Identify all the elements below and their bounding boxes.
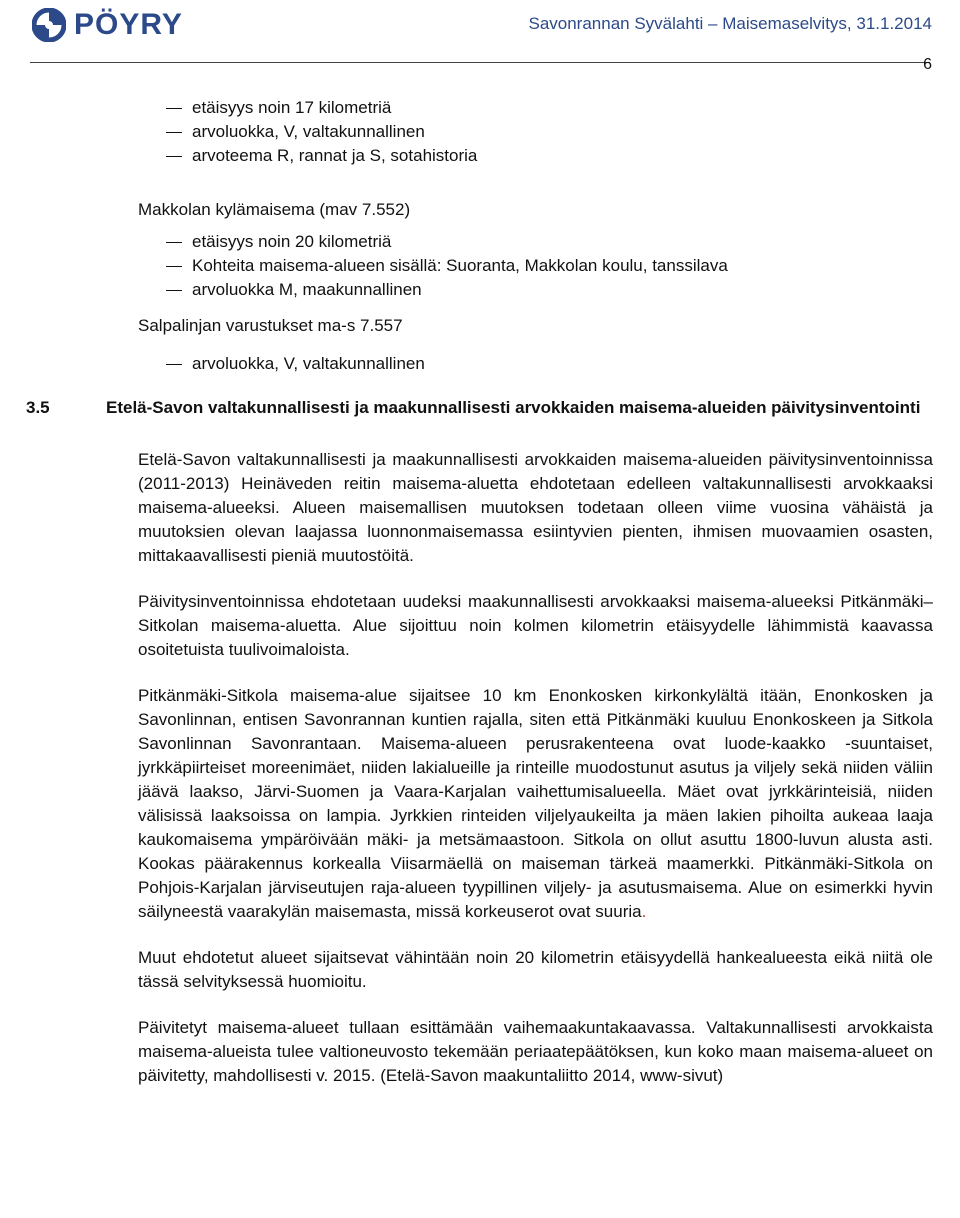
paragraph: Etelä-Savon valtakunnallisesti ja maakunnallisesti arvokkaiden maisema-alueiden päivitysinventoinnissa (2011-2013) Heinäveden reitin maisema-aluetta ehdotetaan edelleen valtakunnallisesti arvokkaaksi maisema-alueeksi. Alueen maisemallisen muutoksen todetaan olleen viime vuosina vähäistä ja muutoksien olevan laajassa luonnonmaisemassa esiintyvien pienten, ihmisen muovaamien osasten, mittakaavallisesti pieniä muutostöitä. (138, 450, 933, 565)
logo-text: PÖYRY (74, 8, 183, 41)
list-item: arvoluokka, V, valtakunnallinen (138, 352, 933, 376)
list-item: arvoluokka M, maakunnallinen (138, 278, 933, 302)
paragraph (138, 684, 933, 924)
poyry-logo-icon (32, 8, 66, 42)
paragraph: Muut ehdotetut alueet sijaitsevat vähintään noin 20 kilometrin etäisyydellä hankealueesta eikä niitä ole tässä selvityksessä huomioitu. (138, 948, 933, 991)
poyry-logo (32, 8, 183, 42)
header-rule (30, 62, 930, 63)
paragraph-end-mark: . (641, 902, 647, 921)
section-title: Etelä-Savon valtakunnallisesti ja maakunnallisesti arvokkaiden maisema-alueiden päivitysinventointi (106, 398, 921, 417)
list-item: etäisyys noin 17 kilometriä (138, 96, 933, 120)
bullet-list-salpalinja (138, 352, 933, 376)
bullet-list-makkola (138, 230, 933, 302)
paragraph: Päivitysinventoinnissa ehdotetaan uudeksi maakunnallisesti arvokkaaksi maisema-alueeksi Pitkänmäki–Sitkolan maisema-aluetta. Alue sijoittuu noin kolmen kilometrin etäisyydelle lähimmistä kaavassa osoitetuista tuulivoimaloista. (138, 592, 933, 659)
document-body (26, 96, 933, 1110)
section-number: 3.5 (26, 398, 50, 417)
makkola-heading: Makkolan kylämaisema (mav 7.552) (138, 200, 411, 219)
list-item: Kohteita maisema-alueen sisällä: Suoranta, Makkolan koulu, tanssilava (138, 254, 933, 278)
bullet-list-1 (138, 96, 933, 168)
paragraph-text: Pitkänmäki-Sitkola maisema-alue sijaitsee 10 km Enonkosken kirkonkylältä itään, Enonkosken ja Savonlinnan, entisen Savonrannan kuntien rajalla, siten että Pitkänmäki kuuluu Enonkoskeen ja Sitkola Savonlinnan Savonrantaan. Maisema-alueen perusrakenteena ovat luode-kaakko -suuntaiset, jyrkkäpiirteiset moreenimäet, niiden lakialueille ja rinteille muodostunut asutus ja viljely sekä niiden väliin jäävä laakso, Järvi-Suomen ja Vaara-Karjalan vaihettumisalueella. Mäet ovat jyrkkärinteisiä, niiden välisissä laaksoissa on lampia. Jyrkkien rinteiden viljelyaukeilta ja mäen lakien pihoilta aukeaa laaja kaukomaisema ympäröivään mäki- ja metsämaastoon. Sitkola on ollut asuttu 1800-luvun alusta asti. Kookas päärakennus korkealla Viisarmäellä on maiseman tärkeä maamerkki. Pitkänmäki-Sitkola on Pohjois-Karjalan järviseutujen raja-alueen tyypillinen viljely- ja asutusmaisema. Alue on esimerkki hyvin säilyneestä vaarakylän maisemasta, missä korkeuserot ovat suuria (138, 686, 933, 921)
document-title: Savonrannan Syvälahti – Maisemaselvitys, 31.1.2014 (528, 14, 932, 33)
paragraph: Päivitetyt maisema-alueet tullaan esittämään vaihemaakuntakaavassa. Valtakunnallisesti arvokkaista maisema-alueista tulee valtioneuvosto tekemään periaatepäätöksen, kun koko maan maisema-alueet on päivitetty, mahdollisesti v. 2015. (Etelä-Savon maakuntaliitto 2014, www-sivut) (138, 1018, 933, 1085)
salpalinja-heading: Salpalinjan varustukset ma-s 7.557 (138, 316, 403, 335)
section-heading (26, 396, 933, 420)
page-number: 6 (923, 56, 932, 73)
list-item: arvoteema R, rannat ja S, sotahistoria (138, 144, 933, 168)
list-item: etäisyys noin 20 kilometriä (138, 230, 933, 254)
page-header (0, 0, 960, 73)
list-item: arvoluokka, V, valtakunnallinen (138, 120, 933, 144)
